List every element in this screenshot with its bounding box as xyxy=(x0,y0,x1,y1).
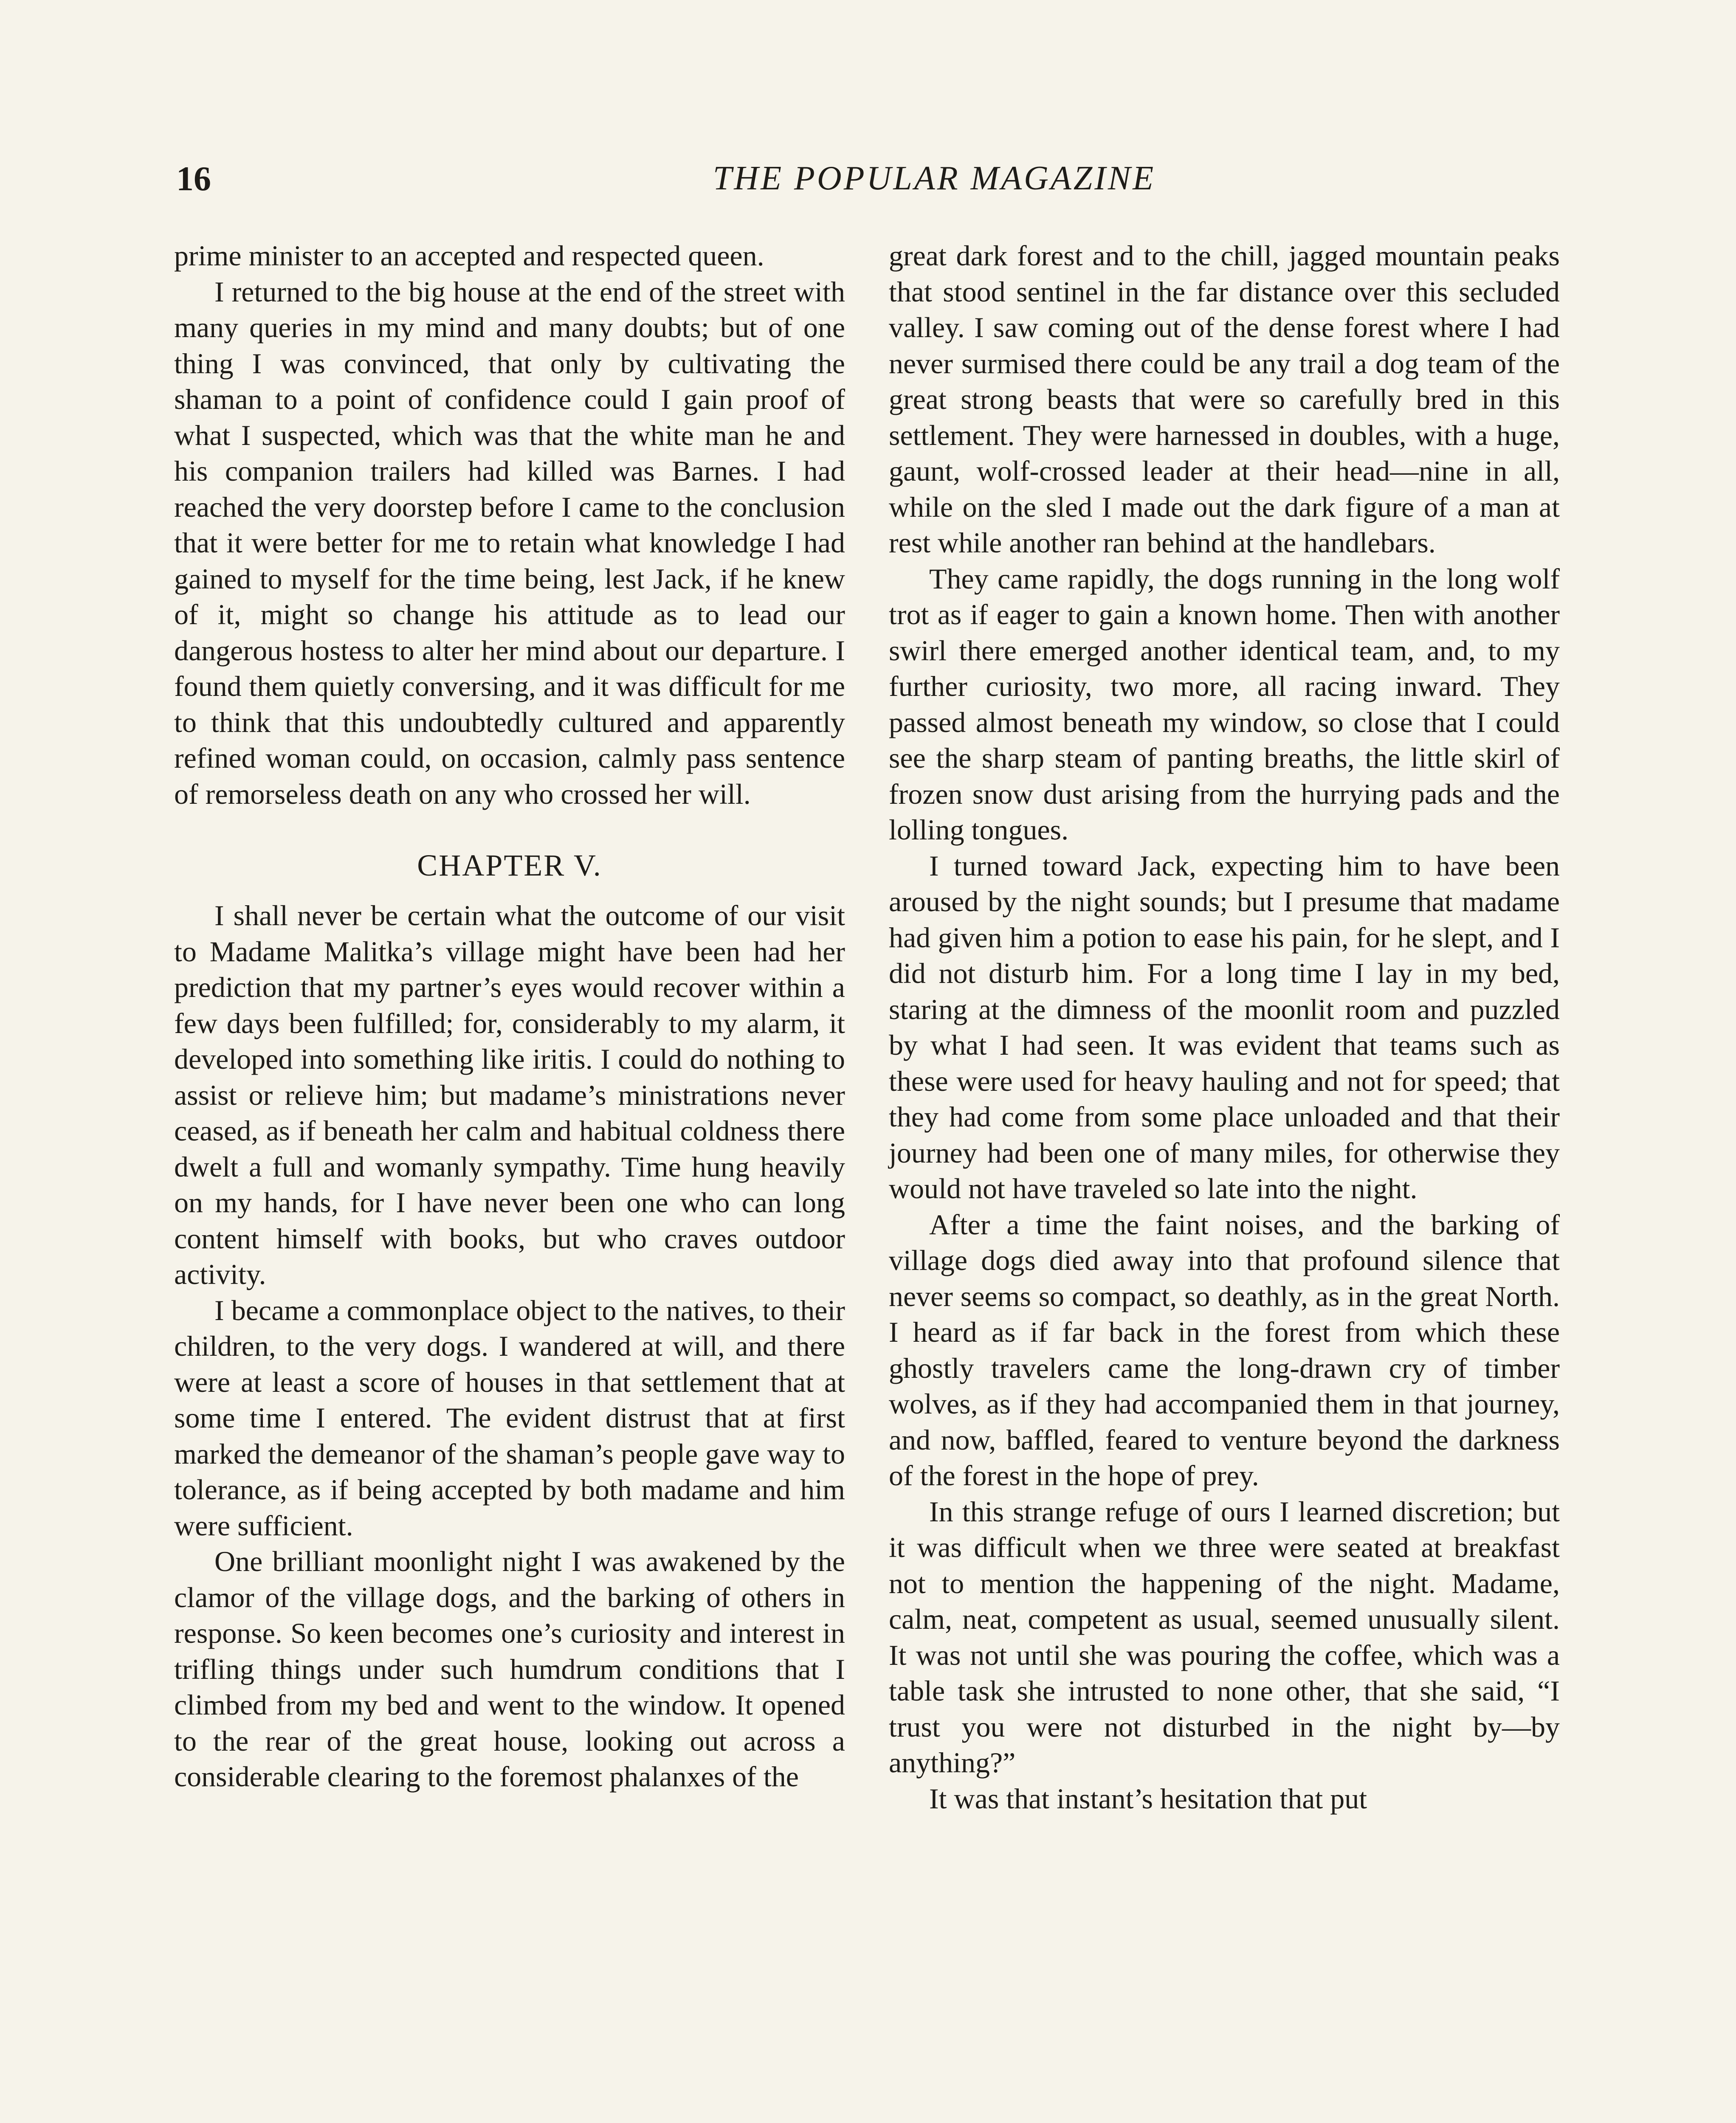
paragraph: One brilliant moonlight night I was awakened by the clamor of the village dogs, and the barking of others in response. So keen becomes one’s curiosity and interest in trifling things under such humdrum conditions that I climbed from my bed and went to the window. It opened to the rear of the great house, looking out across a considerable clearing to the foremost phalanxes of the xyxy=(174,1545,845,1793)
right-column xyxy=(889,238,1560,1816)
paragraph: great dark forest and to the chill, jagged mountain peaks that stood sentinel in the far distance over this secluded valley. I saw coming out of the dense forest where I had never surmised there could be any trail a dog team of the great strong beasts that were so carefully bred in this settlement. They were harnessed in doubles, with a huge, gaunt, wolf-crossed leader at their head—nine in all, while on the sled I made out the dark figure of a man at rest while another ran behind at the handlebars. xyxy=(889,239,1560,559)
paragraph: They came rapidly, the dogs running in the long wolf trot as if eager to gain a known home. Then with another swirl there emerged another identical team, and, to my further curiosity, two more, all racing inward. They passed almost beneath my window, so close that I could see the sharp steam of panting breaths, the little skirl of frozen snow dust arising from the hurrying pads and the lolling tongues. xyxy=(889,562,1560,846)
paragraph: After a time the faint noises, and the barking of village dogs died away into that profound silence that never seems so compact, so deathly, as in the great North. I heard as if far back in the forest from which these ghostly travelers came the long-drawn cry of timber wolves, as if they had accompanied them in that journey, and now, baffled, feared to venture beyond the darkness of the forest in the hope of prey. xyxy=(889,1208,1560,1492)
paragraph: I became a commonplace object to the natives, to their children, to the very dogs. I wandered at will, and there were at least a score of houses in that settlement that at some time I entered. The evident distrust that at first marked the demeanor of the shaman’s people gave way to tolerance, as if being accepted by both madame and him were sufficient. xyxy=(174,1294,845,1542)
page-number: 16 xyxy=(176,159,211,198)
paragraph: It was that instant’s hesitation that put xyxy=(929,1782,1367,1815)
left-column xyxy=(174,238,845,1795)
paragraph: I returned to the big house at the end of the street with many queries in my mind and many doubts; but of one thing I was convinced, that only by cultivating the shaman to a point of confidence could I gain proof of what I suspected, which was that the white man he and his companion trailers had killed was Barnes. I had reached the very doorstep before I came to the conclusion that it were better for me to retain what knowledge I had gained to myself for the time being, lest Jack, if he knew of it, might so change his attitude as to lead our dangerous hostess to alter her mind about our departure. I found them quietly conversing, and it was difficult for me to think that this undoubtedly cultured and apparently refined woman could, on occasion, calmly pass sentence of remorseless death on any who crossed her will. xyxy=(174,275,845,810)
paragraph: I turned toward Jack, expecting him to have been aroused by the night sounds; but I presume that madame had given him a potion to ease his pain, for he slept, and I did not disturb him. For a long time I lay in my bed, staring at the dimness of the moonlit room and puzzled by what I had seen. It was evident that teams such as these were used for heavy hauling and not for speed; that they had come from some place unloaded and that their journey had been one of many miles, for otherwise they would not have traveled so late into the night. xyxy=(889,849,1560,1205)
chapter-heading: CHAPTER V. xyxy=(417,848,602,882)
paragraph: I shall never be certain what the outcome of our visit to Madame Malitka’s village might have been had her prediction that my partner’s eyes would recover within a few days been fulfilled; for, considerably to my alarm, it developed into something like iritis. I could do nothing to assist or relieve him; but madame’s ministrations never ceased, as if beneath her calm and habitual coldness there dwelt a full and womanly sympathy. Time hung heavily on my hands, for I have never been one who can long content himself with books, but who craves outdoor activity. xyxy=(174,899,845,1290)
running-head: THE POPULAR MAGAZINE xyxy=(713,160,1156,197)
paragraph: In this strange refuge of ours I learned discretion; but it was difficult when we three were seated at breakfast not to mention the happening of the night. Madame, calm, neat, competent as usual, seemed unusually silent. It was not until she was pouring the coffee, which was a table task she intrusted to none other, that she said, “I trust you were not disturbed in the night by—by anything?” xyxy=(889,1495,1560,1779)
paragraph: prime minister to an accepted and respected queen. xyxy=(174,239,764,272)
